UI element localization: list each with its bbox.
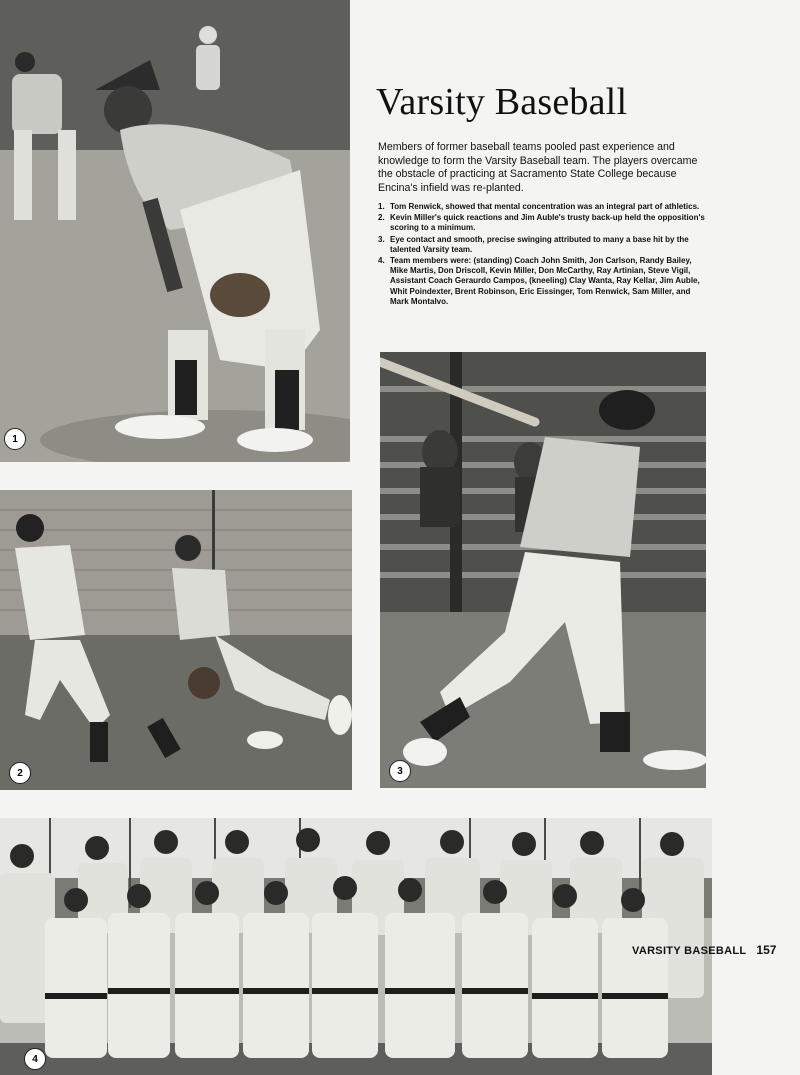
- section-label: VARSITY BASEBALL: [632, 945, 747, 957]
- caption-text: Eye contact and smooth, precise swinging attributed to many a base hit by the talented Varsity team.: [390, 234, 689, 254]
- photo-number-badge: 2: [9, 762, 31, 784]
- photo-1-infielder: [0, 0, 350, 462]
- caption-text: Team members were: (standing) Coach John Smith, Jon Carlson, Randy Bailey, Mike Martis, Don Driscoll, Kevin Miller, Don McCarthy, Ray Artinian, Steve Vigil, Assistant Coach Geraurdo Campos, (kneeling) Clay Wanta, Ray Kellar, Jim Auble, Whit Poindexter, Brent Robinson, Eric Eissinger, Tom Renwick, Sam Miller, and Mark Montalvo.: [390, 256, 700, 306]
- caption-item: [378, 202, 708, 212]
- caption-item: [378, 256, 708, 307]
- caption-list: [378, 202, 708, 308]
- page-title: Varsity Baseball: [376, 81, 628, 123]
- page-footer: [632, 943, 776, 957]
- page-number: 157: [756, 943, 777, 957]
- caption-text: Kevin Miller's quick reactions and Jim Auble's trusty back-up held the opposition's scoring to a minimum.: [390, 213, 705, 233]
- photo-2-illustration: [0, 490, 352, 790]
- photo-3-batter: [380, 352, 706, 788]
- caption-item: [378, 235, 708, 255]
- photo-number-badge: 1: [4, 428, 26, 450]
- caption-number: 4.: [378, 256, 385, 266]
- caption-text: Tom Renwick, showed that mental concentration was an integral part of athletics.: [390, 202, 700, 211]
- photo-number-badge: 4: [24, 1048, 46, 1070]
- caption-item: [378, 213, 708, 233]
- caption-number: 1.: [378, 202, 385, 211]
- photo-4-illustration: [0, 818, 712, 1075]
- caption-number: 3.: [378, 234, 385, 244]
- caption-number: 2.: [378, 213, 385, 223]
- photo-1-illustration: [0, 0, 350, 462]
- intro-paragraph: Members of former baseball teams pooled past experience and knowledge to form the Varsity Baseball team. The players overcame the obstacle of practicing at Sacramento State College because Encina's infield was re-planted.: [378, 141, 698, 194]
- photo-2-fielders: [0, 490, 352, 790]
- photo-4-team: [0, 818, 712, 1075]
- photo-number-badge: 3: [389, 760, 411, 782]
- photo-3-illustration: [380, 352, 706, 788]
